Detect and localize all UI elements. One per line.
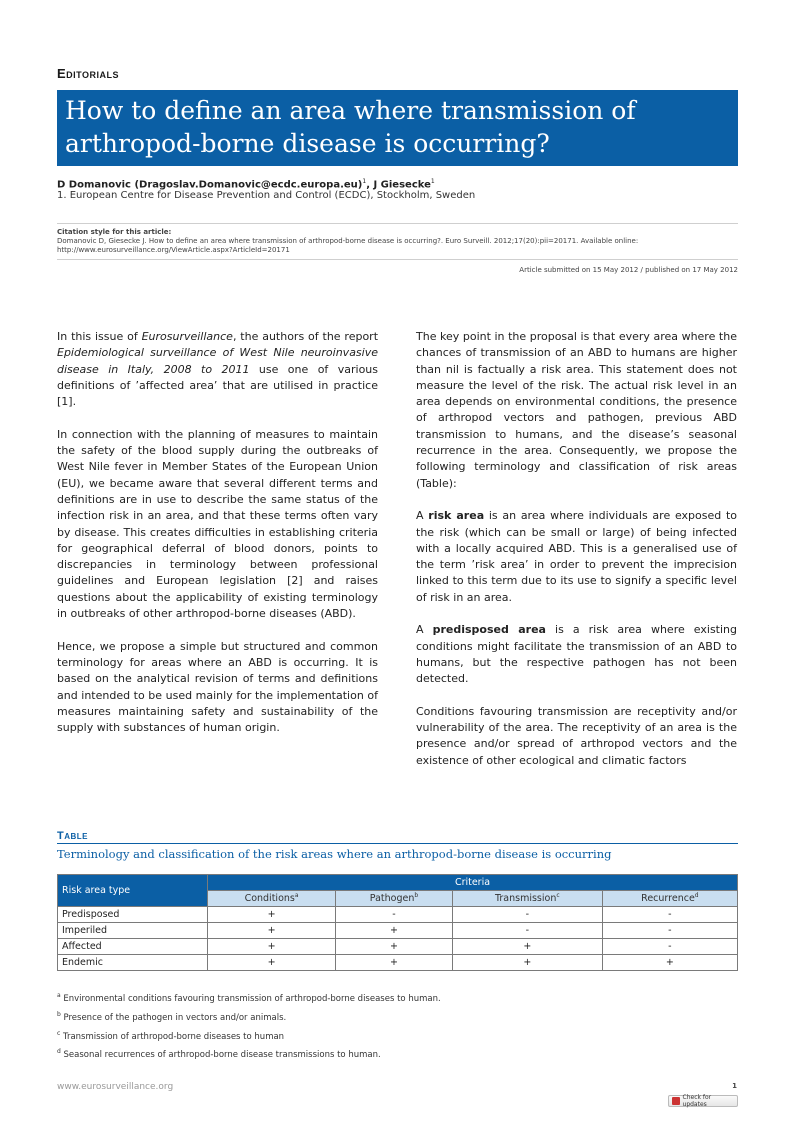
divider-top — [57, 223, 738, 224]
footnote: $^a$ Environmental conditions favouring transmission of arthropod-borne diseases to human. — [57, 992, 441, 1004]
table-cell: + — [452, 955, 602, 971]
footnote: $^c$ Transmission of arthropod-borne diseases to human — [57, 1029, 285, 1042]
report-title: Epidemiological surveillance of West Nile neuroinvasive disease in Italy, 2008 to 2011 — [57, 346, 378, 376]
check-for-updates-label: Check for updates — [682, 1094, 712, 1108]
author-1: D Domanovic (Dragoslav.Domanovic@ecdc.europa.eu) — [57, 179, 363, 191]
paragraph: Conditions favouring transmission are receptivity and/or vulnerability of the area. The receptivity of an area is the presence and/or spread of arthropod vectors and the existence of other ecological and climatic factors — [416, 704, 737, 767]
divider-bottom — [57, 259, 738, 260]
body-column-left — [57, 329, 378, 753]
term-predisposed-area: predisposed area — [432, 623, 546, 637]
author-2-sup: 1 — [430, 178, 435, 185]
row-header: Risk area type — [58, 875, 208, 907]
crossmark-icon — [672, 1097, 680, 1105]
table-cell: + — [602, 955, 737, 971]
text-run: is an area where individuals are exposed to the risk (which can be small or large) of being infected with a locally acquired ABD. This is a generalised use of the term ’risk area’ in order to prevent the imprecision linked to this term due to its use to signify a specific level of risk in an area. — [416, 509, 737, 604]
table-cell: - — [336, 907, 453, 923]
group-header: Criteria — [208, 875, 738, 891]
column-header: Conditions$^a$ — [208, 891, 336, 907]
row-name: Affected — [58, 939, 208, 955]
table-cell: + — [208, 907, 336, 923]
text-run: A — [416, 509, 429, 523]
affiliation — [57, 190, 475, 201]
table-header-row — [58, 875, 738, 891]
text-run: A — [416, 623, 433, 637]
column-header: Recurrence$^d$ — [602, 891, 737, 907]
paragraph: The key point in the proposal is that every area where the chances of transmission of an ABD to humans are higher than nil is factually a risk area. This statement does not measure the level of the risk. The actual risk level in an area depends on environmental conditions, the presence of arthropod vectors and pathogen, previous ABD transmission to humans, and the disease’s seasonal recurrence in the area. Consequently, we propose the following terminology and classification of risk areas (Table): — [416, 330, 737, 490]
table-cell: - — [602, 907, 737, 923]
author-1-sup: 1 — [362, 178, 367, 185]
author-2: , J Giesecke — [366, 179, 431, 191]
column-header: Pathogen$^b$ — [336, 891, 453, 907]
affiliation-text: European Centre for Disease Prevention and Control (ECDC), Stockholm, Sweden — [69, 190, 476, 201]
citation-heading: Citation style for this article: — [57, 228, 172, 236]
text-run: is a risk area where existing conditions might facilitate the transmission of an ABD to humans, but the respective pathogen has not been detected. — [416, 623, 737, 686]
table-rule — [57, 843, 738, 844]
row-name: Imperiled — [58, 923, 208, 939]
table-cell: - — [452, 923, 602, 939]
table-cell: + — [336, 939, 453, 955]
table-row — [58, 939, 738, 955]
paragraph — [57, 329, 378, 410]
table-cell: + — [452, 939, 602, 955]
table-cell: + — [336, 955, 453, 971]
table-cell: - — [452, 907, 602, 923]
table-cell: + — [208, 955, 336, 971]
risk-area-table — [57, 874, 738, 971]
affiliation-number: 1. — [57, 190, 67, 201]
term-risk-area: risk area — [428, 509, 485, 523]
column-header: Transmission$^c$ — [452, 891, 602, 907]
body-column-right — [416, 329, 737, 785]
table-footnotes — [57, 988, 441, 1063]
section-label: Editorials — [57, 66, 120, 81]
table-cell: + — [208, 923, 336, 939]
paragraph: In connection with the planning of measures to maintain the safety of the blood supply during the outbreaks of West Nile fever in Member States of the European Union (EU), we became aware that several different terms and definitions are in use to describe the same status of the infection risk in an area, and that these terms often vary by disease. This creates difficulties in establishing criteria for geographical deferral of blood donors, points to discrepancies in terminology between professional guidelines and European legislation [2] and raises questions about the applicability of existing terminology in outbreaks of other arthropod-borne diseases (ABD). — [57, 427, 378, 621]
footnote: $^d$ Seasonal recurrences of arthropod-borne disease transmissions to human. — [57, 1048, 381, 1061]
text-run: In this issue of — [57, 330, 142, 343]
page-number: 1 — [732, 1082, 737, 1090]
article-title: How to define an area where transmission of arthropod-borne disease is occurring? — [65, 96, 636, 158]
check-for-updates-button[interactable] — [668, 1095, 738, 1107]
footnote: $^b$ Presence of the pathogen in vectors and/or animals. — [57, 1010, 287, 1023]
text-run: use one of various definitions of ’affected area’ that are utilised in practice [1]. — [57, 362, 378, 409]
article-dates: Article submitted on 15 May 2012 / published on 17 May 2012 — [519, 266, 738, 274]
table-caption: Terminology and classification of the risk areas where an arthropod-borne disease is occurring — [57, 847, 612, 861]
table-label: Table — [57, 830, 88, 842]
paragraph — [416, 508, 737, 606]
footer-url[interactable]: www.eurosurveillance.org — [57, 1082, 174, 1092]
row-name: Endemic — [58, 955, 208, 971]
paragraph — [416, 622, 737, 687]
row-name: Predisposed — [58, 907, 208, 923]
text-run: , the authors of the report — [232, 330, 379, 343]
table-row — [58, 907, 738, 923]
table-cell: + — [336, 923, 453, 939]
table-cell: + — [208, 939, 336, 955]
authors-line — [57, 178, 435, 190]
title-banner — [57, 90, 738, 166]
table-row — [58, 923, 738, 939]
paragraph: Hence, we propose a simple but structured and common terminology for areas where an ABD is occurring. It is based on the analytical revision of terms and definitions and intended to be used mainly for the implementation of measures maintaining safety and sustainability of the supply with substances of human origin. — [57, 639, 378, 735]
table-cell: - — [602, 939, 737, 955]
journal-name: Eurosurveillance — [141, 330, 233, 343]
table-row — [58, 955, 738, 971]
citation-text: Domanovic D, Giesecke J. How to define an area where transmission of arthropod-borne disease is occurring?. Euro Surveill. 2012;17(20):pii=20171. Available online: http://www.eurosurveillance.org/ViewArticle.aspx?ArticleId=20171 — [57, 237, 639, 254]
table-cell: - — [602, 923, 737, 939]
